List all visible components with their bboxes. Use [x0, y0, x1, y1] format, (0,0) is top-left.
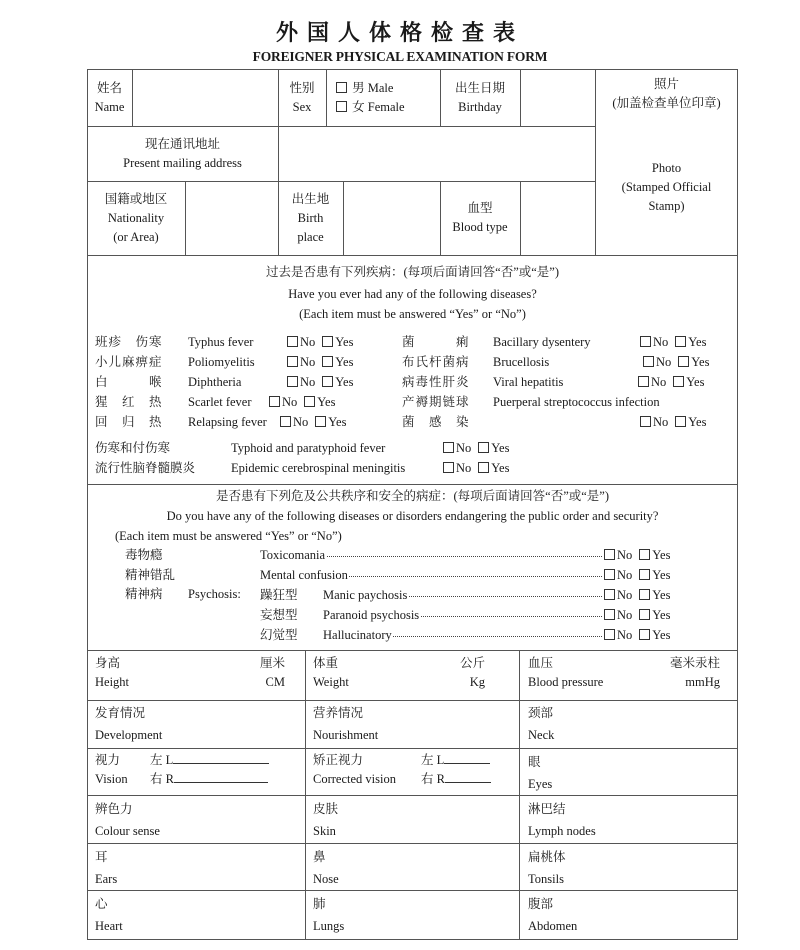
disorder-answer	[604, 545, 670, 565]
corrected-vision-left-label: 左 L	[421, 753, 445, 767]
disorder-answer	[604, 565, 670, 585]
nationality-label-en-1: Nationality	[107, 210, 165, 225]
vision-left-label: 左 L	[150, 753, 174, 767]
disease-name-cn: 病毒性肝炎	[402, 375, 470, 389]
disease-no-checkbox[interactable]	[280, 416, 291, 427]
disease-no-label: No	[653, 415, 669, 429]
disease-no-checkbox[interactable]	[640, 336, 651, 347]
vision-cell[interactable]	[95, 751, 295, 789]
disorder-yes-checkbox[interactable]	[639, 609, 650, 620]
lymph-nodes-cell[interactable]	[528, 798, 718, 842]
disease-answer	[287, 352, 353, 372]
disease-name-en: Brucellosis	[493, 355, 550, 369]
disease-no-checkbox[interactable]	[638, 376, 649, 387]
eyes-label-en: Eyes	[528, 777, 553, 791]
disease-yes-checkbox[interactable]	[673, 376, 684, 387]
disorder-yes-checkbox[interactable]	[639, 629, 650, 640]
heart-label-cn: 心	[95, 897, 108, 911]
sex-label-en: Sex	[292, 99, 312, 114]
vision-label-en: Vision	[95, 772, 128, 786]
disorder-yes-checkbox[interactable]	[639, 549, 650, 560]
past-diseases-heading-en: Have you ever had any of the following diseases?	[288, 287, 537, 301]
psychosis-label-en: Psychosis:	[188, 587, 241, 601]
disease-name-en: Typhoid and paratyphoid fever	[231, 441, 386, 455]
disorder-no-label: No	[617, 608, 633, 622]
height-unit-cn: 厘米	[259, 656, 285, 670]
divider	[87, 890, 738, 891]
disease-yes-label: Yes	[335, 335, 354, 349]
development-label-cn: 发育情况	[95, 706, 146, 720]
vision-right-input[interactable]	[174, 770, 268, 783]
abdomen-label-cn: 腹部	[528, 897, 554, 911]
blood-type-field[interactable]	[521, 182, 594, 254]
past-diseases-note: (Each item must be answered “Yes” or “No”)	[299, 307, 526, 321]
photo-label-cn: 照片	[653, 77, 679, 91]
disease-yes-checkbox[interactable]	[304, 396, 315, 407]
birthplace-label-en-2: place	[297, 229, 324, 244]
disease-no-label: No	[293, 415, 309, 429]
divider	[87, 795, 738, 796]
disease-no-label: No	[656, 355, 672, 369]
disease-no-label: No	[651, 375, 667, 389]
disorder-name-en: Manic paychosis	[323, 585, 408, 605]
tonsils-label-en: Tonsils	[528, 872, 564, 886]
disease-yes-label: Yes	[317, 395, 336, 409]
disease-answer	[443, 458, 509, 478]
disorder-name-cn: 精神错乱	[125, 568, 176, 582]
disorder-name-cn: 幻觉型	[260, 628, 298, 642]
disease-no-checkbox[interactable]	[443, 462, 454, 473]
disease-no-label: No	[300, 375, 316, 389]
birthplace-field[interactable]	[344, 182, 439, 254]
name-label-cn: 姓名	[96, 80, 122, 95]
disease-yes-label: Yes	[335, 355, 354, 369]
photo-label-cn-block	[595, 70, 738, 118]
disease-yes-label: Yes	[688, 415, 707, 429]
corrected-vision-label-cn: 矫正视力	[313, 753, 364, 767]
neck-label-cn: 颈部	[528, 706, 554, 720]
weight-unit-en: Kg	[469, 675, 485, 689]
disease-yes-checkbox[interactable]	[675, 336, 686, 347]
corrected-vision-label-en: Corrected vision	[313, 772, 396, 786]
ears-label-cn: 耳	[95, 850, 108, 864]
divider	[87, 700, 738, 701]
photo-note-en-2: Stamp)	[648, 199, 685, 213]
nationality-label	[87, 181, 185, 255]
eyes-cell[interactable]	[528, 751, 718, 795]
sex-option-female[interactable]	[336, 98, 405, 117]
disease-name-en: Puerperal streptococcus infection	[493, 395, 660, 409]
disease-name-cn: 班疹 伤寒	[95, 335, 163, 349]
abdomen-label-en: Abdomen	[528, 919, 578, 933]
abdomen-cell[interactable]	[528, 893, 718, 937]
disease-name-en: Viral hepatitis	[493, 375, 564, 389]
development-cell[interactable]	[95, 702, 285, 746]
disorder-answer	[604, 605, 670, 625]
blood-pressure-label-cn: 血压	[528, 656, 554, 670]
eyes-label-cn: 眼	[528, 755, 541, 769]
disease-answer	[640, 412, 706, 432]
birthday-field[interactable]	[521, 70, 594, 125]
sex-option-male[interactable]	[336, 79, 393, 98]
weight-label-en: Weight	[313, 675, 349, 689]
nourishment-label-cn: 营养情况	[313, 706, 364, 720]
lymph-nodes-label-cn: 淋巴结	[528, 802, 566, 816]
disorder-yes-label: Yes	[652, 628, 671, 642]
height-label-en: Height	[95, 675, 130, 689]
development-label-en: Development	[95, 728, 163, 742]
skin-cell[interactable]	[313, 798, 503, 842]
address-label	[87, 126, 278, 181]
corrected-vision-right-label: 右 R	[421, 772, 445, 786]
disease-name-en: Poliomyelitis	[188, 355, 255, 369]
disorder-yes-label: Yes	[652, 608, 671, 622]
disorder-name-en: Mental confusion	[260, 565, 349, 585]
disorder-yes-label: Yes	[652, 548, 671, 562]
divider	[87, 484, 738, 485]
disorder-yes-checkbox[interactable]	[639, 589, 650, 600]
disease-yes-checkbox[interactable]	[322, 356, 333, 367]
photo-note-en-1: (Stamped Official	[621, 180, 712, 194]
height-label-cn: 身高	[95, 656, 121, 670]
disease-name-cn: 菌 痢	[402, 335, 470, 349]
blood-pressure-unit-en: mmHg	[685, 675, 720, 689]
sex-option-male-label: 男 Male	[352, 80, 394, 95]
tonsils-label-cn: 扁桃体	[528, 850, 566, 864]
sex-label	[278, 69, 326, 126]
disease-yes-label: Yes	[491, 461, 510, 475]
sex-label-cn: 性别	[289, 80, 315, 95]
dotted-leader	[363, 636, 602, 637]
blood-type-label-cn: 血型	[467, 201, 493, 215]
disease-no-checkbox[interactable]	[640, 416, 651, 427]
vision-right-label: 右 R	[150, 772, 174, 786]
disease-no-label: No	[282, 395, 298, 409]
disorder-yes-label: Yes	[652, 568, 671, 582]
disease-no-checkbox[interactable]	[287, 336, 298, 347]
address-label-en: Present mailing address	[123, 155, 242, 170]
disease-name-cn: 流行性脑脊髓膜炎	[95, 461, 196, 475]
disease-name-en: Epidemic cerebrospinal meningitis	[231, 461, 406, 475]
sex-options	[326, 69, 440, 126]
skin-label-cn: 皮肤	[313, 802, 339, 816]
disease-no-label: No	[300, 335, 316, 349]
disorder-name-cn: 毒物瘾	[125, 548, 163, 562]
photo-note-cn: (加盖检查单位印章)	[612, 96, 721, 110]
blood-type-label-en: Blood type	[452, 220, 508, 234]
birthday-label-en: Birthday	[458, 99, 502, 114]
dotted-leader	[300, 556, 602, 557]
skin-label-en: Skin	[313, 824, 336, 838]
disease-no-label: No	[300, 355, 316, 369]
lungs-cell[interactable]	[313, 893, 503, 937]
disorder-name-cn: 妄想型	[260, 608, 298, 622]
disease-name-cn: 伤寒和付伤寒	[95, 441, 171, 455]
nose-cell[interactable]	[313, 846, 503, 890]
nourishment-label-en: Nourishment	[313, 728, 379, 742]
nationality-field[interactable]	[186, 182, 277, 254]
weight-label-cn: 体重	[313, 656, 339, 670]
sex-option-female-label: 女 Female	[352, 99, 405, 114]
birthplace-label-en-1: Birth	[297, 210, 324, 225]
height-cell[interactable]	[95, 654, 285, 692]
corrected-vision-cell[interactable]	[313, 751, 513, 789]
weight-unit-cn: 公斤	[459, 656, 485, 670]
disease-yes-label: Yes	[491, 441, 510, 455]
height-unit-en: CM	[265, 675, 285, 689]
vision-label-cn: 视力	[95, 753, 121, 767]
checkbox-male[interactable]	[336, 82, 347, 93]
disease-name-cn: 小儿麻痹症	[95, 355, 163, 369]
disease-answer	[643, 352, 709, 372]
blood-pressure-unit-cn: 毫米汞柱	[669, 656, 720, 670]
disease-name-en: Typhus fever	[188, 335, 254, 349]
name-label	[87, 69, 132, 126]
disorder-no-label: No	[617, 568, 633, 582]
blood-pressure-cell[interactable]	[528, 654, 720, 692]
divider	[87, 843, 738, 844]
disease-answer	[287, 332, 353, 352]
disorder-answer	[604, 585, 670, 605]
disease-yes-checkbox[interactable]	[678, 356, 689, 367]
disease-yes-checkbox[interactable]	[478, 462, 489, 473]
disease-yes-checkbox[interactable]	[322, 376, 333, 387]
photo-area[interactable]	[595, 155, 738, 220]
disease-name-en: Bacillary dysentery	[493, 335, 591, 349]
disorder-yes-checkbox[interactable]	[639, 569, 650, 580]
disease-name-en: Relapsing fever	[188, 415, 267, 429]
disease-name-en: Scarlet fever	[188, 395, 252, 409]
disorder-no-label: No	[617, 628, 633, 642]
weight-cell[interactable]	[313, 654, 485, 692]
disorder-no-checkbox[interactable]	[604, 569, 615, 580]
public-order-heading-en: Do you have any of the following diseases or disorders endangering the public order and security?	[166, 509, 659, 523]
disease-no-label: No	[456, 461, 472, 475]
divider	[87, 255, 738, 256]
disease-no-checkbox[interactable]	[287, 356, 298, 367]
disease-answer	[287, 372, 353, 392]
disease-answer	[638, 372, 704, 392]
disease-yes-checkbox[interactable]	[322, 336, 333, 347]
birthplace-label	[278, 181, 343, 255]
divider	[87, 650, 738, 651]
nationality-label-cn: 国籍或地区	[104, 191, 168, 206]
corrected-vision-left-input[interactable]	[444, 751, 490, 764]
nose-label-cn: 鼻	[313, 850, 326, 864]
address-label-cn: 现在通讯地址	[144, 136, 220, 151]
disease-yes-label: Yes	[688, 335, 707, 349]
birthday-label	[440, 69, 520, 126]
disease-name-en: Diphtheria	[188, 375, 242, 389]
address-field[interactable]	[279, 127, 594, 180]
public-order-note: (Each item must be answered “Yes” or “No”)	[115, 529, 342, 543]
disease-name-cn: 白 喉	[95, 375, 163, 389]
divider	[87, 748, 738, 749]
disease-name-cn: 回 归 热	[95, 415, 163, 429]
blood-pressure-label-en: Blood pressure	[528, 675, 604, 689]
disease-yes-label: Yes	[335, 375, 354, 389]
lungs-label-cn: 肺	[313, 897, 326, 911]
tonsils-cell[interactable]	[528, 846, 718, 890]
disorder-name-en: Paranoid psychosis	[323, 605, 420, 625]
disorder-no-label: No	[617, 588, 633, 602]
disease-answer	[280, 412, 346, 432]
corrected-vision-right-input[interactable]	[445, 770, 491, 783]
disease-name-cn: 猩 红 热	[95, 395, 163, 409]
disease-yes-label: Yes	[686, 375, 705, 389]
disease-no-checkbox[interactable]	[269, 396, 280, 407]
ears-label-en: Ears	[95, 872, 118, 886]
disease-yes-checkbox[interactable]	[478, 442, 489, 453]
disorder-no-checkbox[interactable]	[604, 589, 615, 600]
nose-label-en: Nose	[313, 872, 339, 886]
ears-cell[interactable]	[95, 846, 285, 890]
disease-yes-checkbox[interactable]	[315, 416, 326, 427]
past-diseases-heading-cn: 过去是否患有下列疾病：(每项后面请回答“否”或“是”)	[265, 265, 560, 279]
lungs-label-en: Lungs	[313, 919, 345, 933]
disorder-yes-label: Yes	[652, 588, 671, 602]
disease-name-cn: 菌 感 染	[402, 415, 470, 429]
disease-answer	[443, 438, 509, 458]
disease-answer	[640, 332, 706, 352]
blood-type-label	[440, 181, 520, 255]
nourishment-cell[interactable]	[313, 702, 503, 746]
disorder-no-checkbox[interactable]	[604, 549, 615, 560]
disease-yes-checkbox[interactable]	[675, 416, 686, 427]
neck-cell[interactable]	[528, 702, 718, 746]
heart-label-en: Heart	[95, 919, 123, 933]
disease-no-checkbox[interactable]	[443, 442, 454, 453]
form-title-chinese: 外国人体格检查表	[275, 20, 524, 45]
vision-left-input[interactable]	[173, 751, 269, 764]
name-field[interactable]	[133, 70, 277, 125]
disease-name-cn: 布氏杆菌病	[402, 355, 470, 369]
disorder-name-cn: 躁狂型	[260, 588, 298, 602]
disorder-name-en: Hallucinatory	[323, 625, 393, 645]
birthday-label-cn: 出生日期	[454, 80, 505, 95]
disease-yes-label: Yes	[691, 355, 710, 369]
nationality-label-en-2: (or Area)	[113, 229, 159, 244]
form-title-english: FOREIGNER PHYSICAL EXAMINATION FORM	[252, 49, 548, 64]
colour-sense-label-cn: 辨色力	[95, 802, 133, 816]
lymph-nodes-label-en: Lymph nodes	[528, 824, 596, 838]
public-order-heading-cn: 是否患有下列危及公共秩序和安全的病症：(每项后面请回答“否”或“是”)	[215, 489, 610, 503]
colour-sense-label-en: Colour sense	[95, 824, 160, 838]
disorder-no-checkbox[interactable]	[604, 629, 615, 640]
photo-label-en: Photo	[651, 161, 682, 175]
neck-label-en: Neck	[528, 728, 555, 742]
disease-answer	[269, 392, 335, 412]
disease-no-checkbox[interactable]	[643, 356, 654, 367]
checkbox-female[interactable]	[336, 101, 347, 112]
disease-yes-label: Yes	[328, 415, 347, 429]
disease-no-checkbox[interactable]	[287, 376, 298, 387]
birthplace-label-cn: 出生地	[291, 191, 330, 206]
colour-sense-cell[interactable]	[95, 798, 285, 842]
heart-cell[interactable]	[95, 893, 285, 937]
disorder-name-en: Toxicomania	[260, 545, 326, 565]
disorder-no-checkbox[interactable]	[604, 609, 615, 620]
psychosis-label-cn: 精神病	[125, 587, 163, 601]
disease-no-label: No	[456, 441, 472, 455]
disease-name-cn: 产褥期链球	[402, 395, 470, 409]
disorder-no-label: No	[617, 548, 633, 562]
name-label-en: Name	[94, 99, 125, 114]
disease-no-label: No	[653, 335, 669, 349]
disorder-answer	[604, 625, 670, 645]
